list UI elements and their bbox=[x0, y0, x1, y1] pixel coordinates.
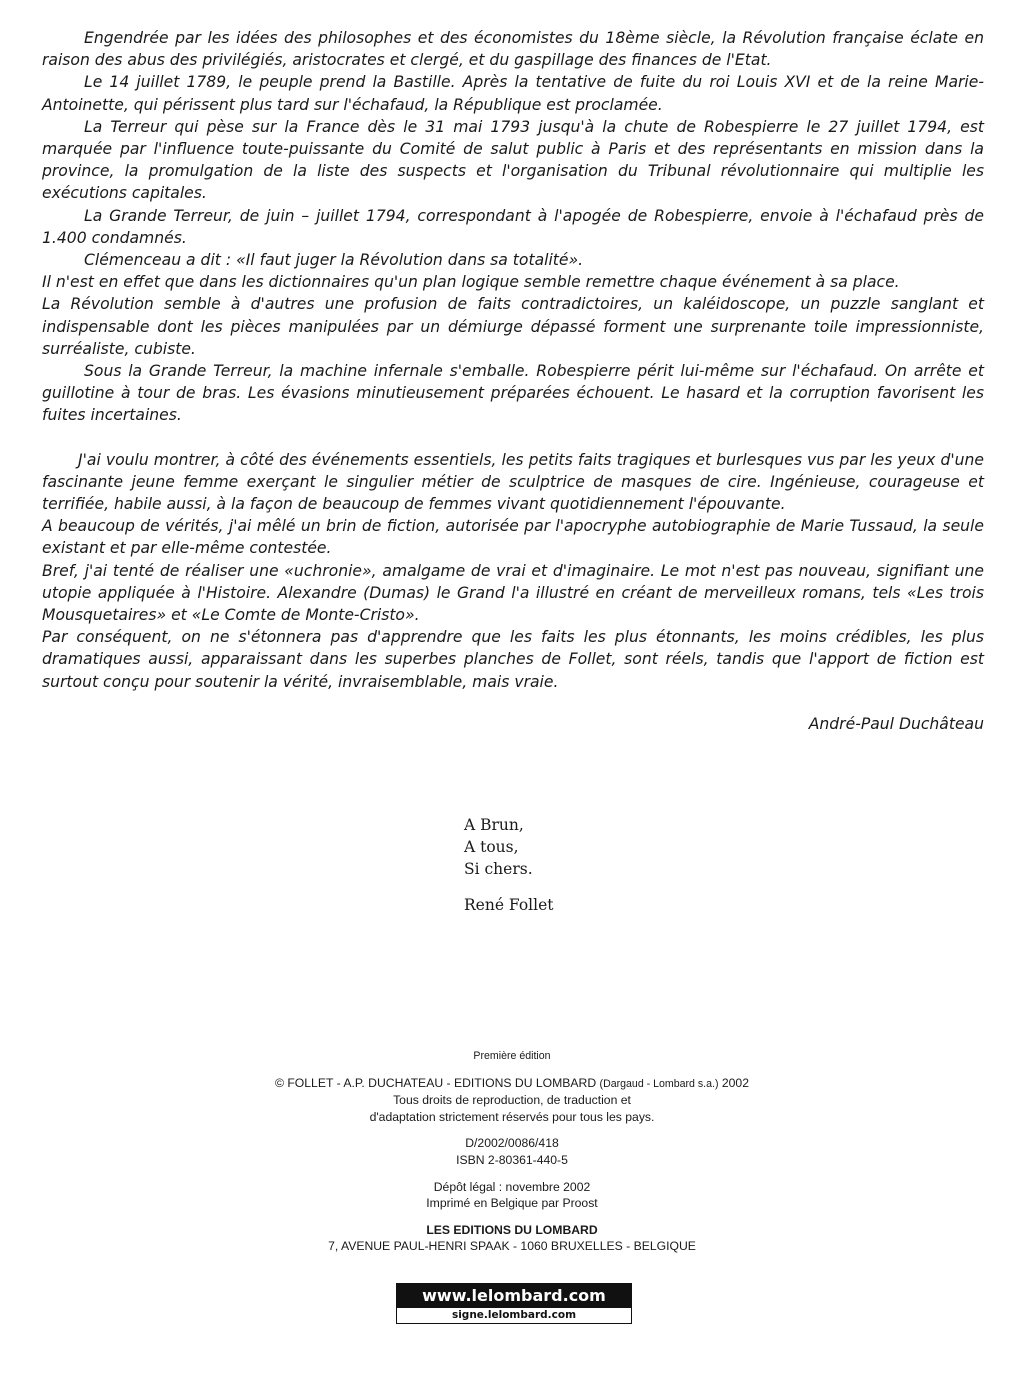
intro-paragraph: Sous la Grande Terreur, la machine infernale s'emballe. Robespierre périt lui-même sur l'échafaud. On arrête et guillotine à tour de bras. Les évasions minutieusement préparées échouent. Le hasard et la corruption favorisent les fuites incertaines. bbox=[42, 362, 984, 425]
intro-paragraph: Bref, j'ai tenté de réaliser une «uchronie», amalgame de vrai et d'imaginaire. Le mot n'est pas nouveau, signifiant une utopie appliquée à l'Histoire. Alexandre (Dumas) le Grand l'a illustré en créant de merveilleux romans, tels «Les trois Mousquetaires» et «Le Comte de Monte-Cristo». bbox=[42, 561, 984, 625]
intro-paragraph: La Terreur qui pèse sur la France dès le 31 mai 1793 jusqu'à la chute de Robespierre le 27 juillet 1794, est marquée par l'influence toute-puissante du Comité de salut public à Paris et des représentants en mission dans la province, la promulgation de la liste des suspects et l'organisation du Tribunal révolutionnaire qui multiplie les exécutions capitales. bbox=[42, 117, 984, 203]
dedication-line: A tous, bbox=[464, 838, 519, 856]
copyright-main: © FOLLET - A.P. DUCHATEAU - EDITIONS DU LOMBARD bbox=[274, 1075, 597, 1090]
intro-paragraph: Par conséquent, on ne s'étonnera pas d'apprendre que les faits les plus étonnants, les moins crédibles, les plus dramatiques aussi, apparaissant dans les superbes planches de Follet, sont réels, tandis que l'apport de fiction est surtout conçu pour soutenir la vérité, invraisemblable, mais vraie. bbox=[42, 628, 984, 691]
isbn: ISBN 2-80361-440-5 bbox=[456, 1152, 568, 1167]
credits bbox=[262, 1048, 762, 1255]
dedication-line: A Brun, bbox=[464, 816, 524, 834]
copyright-line bbox=[262, 1075, 762, 1093]
rights-line: d'adaptation strictement réservés pour tous les pays. bbox=[369, 1109, 655, 1124]
dedication-author: René Follet bbox=[464, 896, 554, 914]
intro-paragraph: A beaucoup de vérités, j'ai mêlé un brin de fiction, autorisée par l'apocryphe autobiographie de Marie Tussaud, la seule existant et par elle-même contestée. bbox=[42, 517, 984, 558]
intro-paragraph: La Grande Terreur, de juin – juillet 1794, correspondant à l'apogée de Robespierre, envoie à l'échafaud près de 1.400 condamnés. bbox=[42, 206, 984, 247]
publisher-name: LES EDITIONS DU LOMBARD bbox=[426, 1222, 598, 1237]
website-box bbox=[396, 1283, 632, 1324]
publisher-address: 7, AVENUE PAUL-HENRI SPAAK - 1060 BRUXELLES - BELGIQUE bbox=[328, 1239, 696, 1254]
intro-paragraph: Clémenceau a dit : «Il faut juger la Révolution dans sa totalité». bbox=[84, 251, 584, 270]
intro-paragraph: Il n'est en effet que dans les dictionnaires qu'un plan logique semble remettre chaque événement à sa place. bbox=[42, 273, 900, 292]
rights-line: Tous droits de reproduction, de traduction et bbox=[393, 1093, 631, 1108]
copyright-year: 2002 bbox=[721, 1075, 749, 1090]
website-sub-link[interactable]: signe.lelombard.com bbox=[451, 1309, 577, 1321]
legal-deposit: Dépôt légal : novembre 2002 bbox=[433, 1179, 591, 1194]
intro-text bbox=[42, 27, 984, 693]
dedication-line: Si chers. bbox=[464, 860, 533, 878]
legal-number: D/2002/0086/418 bbox=[465, 1136, 559, 1151]
intro-paragraph: J'ai voulu montrer, à côté des événements essentiels, les petits faits tragiques et burlesques vus par les yeux d'une fascinante jeune femme exerçant le singulier métier de sculptrice de masques de cire. Ingénieuse, courageuse et terrifiée, habile aussi, à la façon de beaucoup de femmes vivant quotidiennement l'épouvante. bbox=[42, 450, 984, 514]
website-link[interactable]: www.lelombard.com bbox=[397, 1284, 631, 1308]
edition-note: Première édition bbox=[473, 1050, 551, 1062]
copyright-sub: (Dargaud - Lombard s.a.) bbox=[599, 1077, 719, 1090]
intro-signature: André-Paul Duchâteau bbox=[808, 715, 984, 733]
intro-paragraph: Engendrée par les idées des philosophes et des économistes du 18ème siècle, la Révolution française éclate en raison des abus des privilégiés, aristocrates et clergé, et du gaspillage des finances de l'Etat. bbox=[42, 29, 984, 70]
printer: Imprimé en Belgique par Proost bbox=[426, 1196, 598, 1211]
dedication bbox=[464, 814, 553, 916]
intro-paragraph: Le 14 juillet 1789, le peuple prend la Bastille. Après la tentative de fuite du roi Louis XVI et de la reine Marie-Antoinette, qui périssent plus tard sur l'échafaud, la République est proclamée. bbox=[42, 73, 984, 114]
intro-paragraph: La Révolution semble à d'autres une profusion de faits contradictoires, un kaléidoscope, un puzzle sanglant et indispensable dont les pièces manipulées par un démiurge dépassé forment une surprenante toile impressionniste, surréaliste, cubiste. bbox=[42, 295, 984, 358]
